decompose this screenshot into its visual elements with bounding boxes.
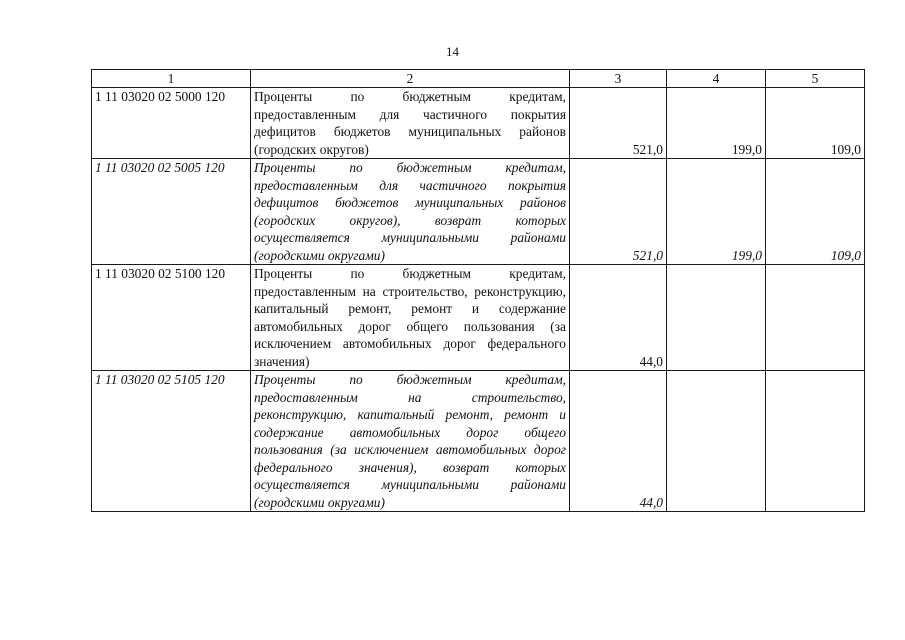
value-col3-cell: 44,0 xyxy=(570,265,667,371)
table-header-row xyxy=(92,70,865,88)
column-header-1: 1 xyxy=(92,70,251,88)
budget-code-cell: 1 11 03020 02 5105 120 xyxy=(92,371,251,512)
column-header-3: 3 xyxy=(570,70,667,88)
budget-code-cell: 1 11 03020 02 5005 120 xyxy=(92,159,251,265)
value-col4-cell: 199,0 xyxy=(667,88,766,159)
description-cell: Проценты по бюджетным кредитам, предоставленным на строительство, реконструкцию, капитальный ремонт, ремонт и содержание автомобильных дорог общего пользования (за исключением автомобильных дорог федерального значения) xyxy=(251,265,570,371)
value-col5-cell xyxy=(766,371,865,512)
value-col4-cell xyxy=(667,371,766,512)
value-col4-cell: 199,0 xyxy=(667,159,766,265)
description-cell: Проценты по бюджетным кредитам, предоставленным для частичного покрытия дефицитов бюджетов муниципальных районов (городских округов), возврат которых осуществляется муниципальными районами (городскими округами) xyxy=(251,159,570,265)
table-row xyxy=(92,265,865,371)
value-col4-cell xyxy=(667,265,766,371)
page-number: 14 xyxy=(446,44,459,59)
description-cell: Проценты по бюджетным кредитам, предоставленным для частичного покрытия дефицитов бюджетов муниципальных районов (городских округов) xyxy=(251,88,570,159)
column-header-2: 2 xyxy=(251,70,570,88)
column-header-4: 4 xyxy=(667,70,766,88)
table-row xyxy=(92,88,865,159)
budget-code-cell: 1 11 03020 02 5100 120 xyxy=(92,265,251,371)
description-cell: Проценты по бюджетным кредитам, предоставленным на строительство, реконструкцию, капитальный ремонт, ремонт и содержание автомобильных дорог общего пользования (за исключением автомобильных дорог федерального значения), возврат которых осуществляется муниципальными районами (городскими округами) xyxy=(251,371,570,512)
value-col5-cell: 109,0 xyxy=(766,159,865,265)
value-col3-cell: 521,0 xyxy=(570,88,667,159)
value-col3-cell: 521,0 xyxy=(570,159,667,265)
column-header-5: 5 xyxy=(766,70,865,88)
budget-code-cell: 1 11 03020 02 5000 120 xyxy=(92,88,251,159)
value-col3-cell: 44,0 xyxy=(570,371,667,512)
table-row xyxy=(92,371,865,512)
value-col5-cell xyxy=(766,265,865,371)
table-row xyxy=(92,159,865,265)
budget-table xyxy=(91,69,865,512)
value-col5-cell: 109,0 xyxy=(766,88,865,159)
